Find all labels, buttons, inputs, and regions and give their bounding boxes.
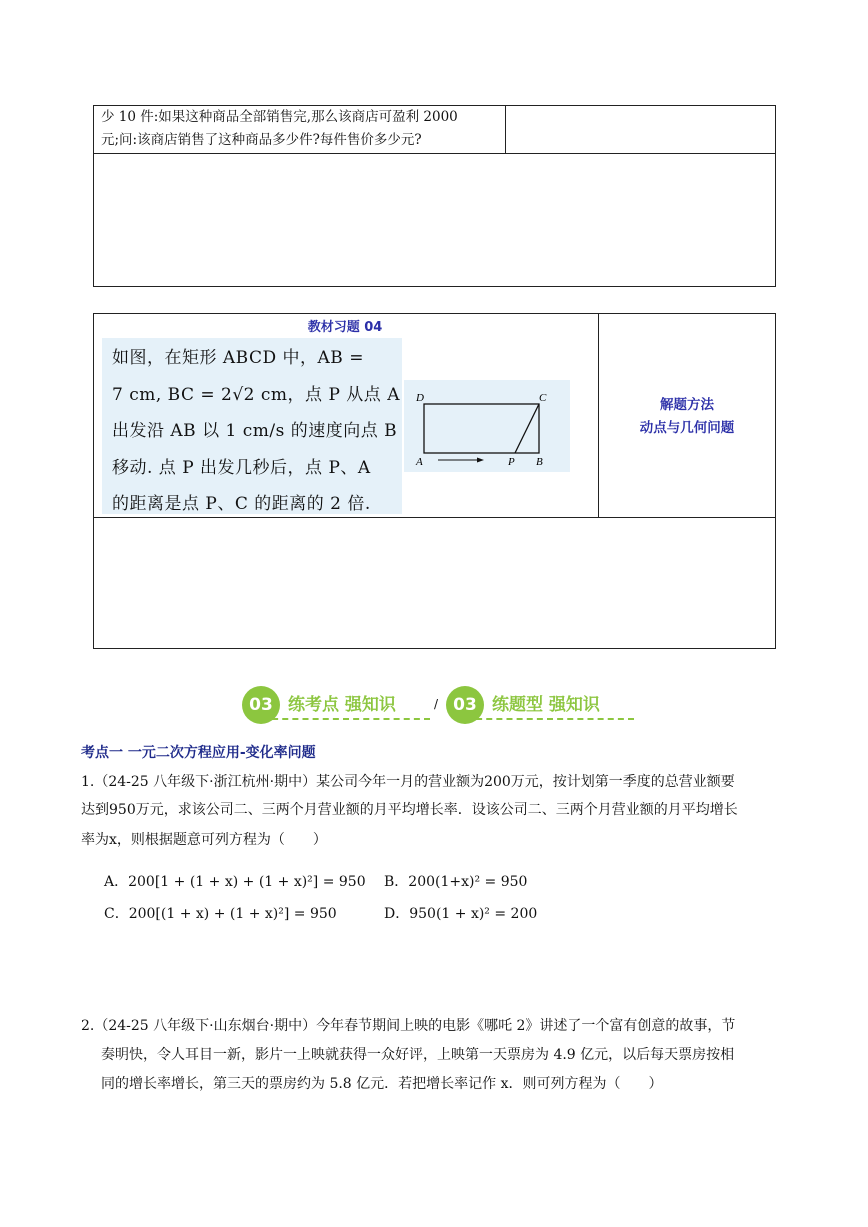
label-p: P: [508, 456, 515, 468]
problem-text-line-3: 出发沿 AB 以 1 cm/s 的速度向点 B: [112, 421, 398, 441]
banner-separator: /: [434, 697, 439, 711]
textbook-exercise-heading: 教材习题 04: [307, 320, 383, 335]
banner-underline-right: [466, 718, 634, 720]
q1-text-line-1: 1.（24-25 八年级下·浙江杭州·期中）某公司今年一月的营业额为200万元，按计划第一季度的总营业额要: [81, 774, 735, 790]
banner-title-right: 练题型 强知识: [492, 695, 600, 715]
label-b: B: [536, 456, 543, 468]
q2-text-line-2: 奏明快，令人耳目一新，影片一上映就获得一众好评，上映第一天票房为 4.9 亿元，以后每天票房按相: [101, 1047, 735, 1063]
method-text: 动点与几何问题: [639, 420, 735, 436]
label-c: C: [539, 392, 547, 404]
table1-text-line-1: 少 10 件:如果这种商品全部销售完,那么该商店可盈利 2000: [101, 109, 458, 125]
problem-text-line-4: 移动. 点 P 出发几秒后，点 P、A: [112, 458, 371, 478]
problem-text-line-5: 的距离是点 P、C 的距离的 2 倍.: [112, 494, 371, 514]
q2-text-line-1: 2.（24-25 八年级下·山东烟台·期中）今年春节期间上映的电影《哪吒 2》讲述了一个富有创意的故事，节: [81, 1018, 736, 1034]
table1-text-line-2: 元;问:该商店销售了这种商品多少件?每件售价多少元?: [101, 132, 422, 148]
problem-text-line-2: 7 cm, BC = 2√2 cm，点 P 从点 A: [112, 385, 400, 405]
q1-option-b: B．200(1+x)² = 950: [384, 874, 528, 890]
table1-column-divider: [505, 105, 506, 153]
q1-text-line-2: 达到950万元，求该公司二、三两个月营业额的月平均增长率．设该公司二、三两个月营业额的月平均增长: [81, 802, 738, 818]
q1-option-a: A．200[1 + (1 + x) + (1 + x)²] = 950: [104, 874, 366, 890]
q1-option-c: C．200[(1 + x) + (1 + x)²] = 950: [104, 906, 337, 922]
banner-title-left: 练考点 强知识: [288, 695, 396, 715]
label-d: D: [416, 392, 424, 404]
method-title: 解题方法: [660, 397, 714, 413]
q2-text-line-3: 同的增长率增长，第三天的票房约为 5.8 亿元．若把增长率记作 x．则可列方程为（ ）: [101, 1076, 663, 1092]
q1-option-d: D．950(1 + x)² = 200: [384, 906, 538, 922]
banner-underline-left: [262, 718, 430, 720]
rectangle-abcd-figure: [404, 380, 570, 472]
badge-03-left: 03: [242, 686, 280, 724]
q1-text-line-3: 率为x，则根据题意可列方程为（ ）: [81, 832, 327, 848]
table2-column-divider: [598, 313, 599, 517]
table1-row-divider: [93, 153, 776, 154]
section-title: 考点一 一元二次方程应用-变化率问题: [81, 745, 316, 761]
problem-text-line-1: 如图，在矩形 ABCD 中，AB =: [112, 348, 364, 368]
label-a: A: [416, 456, 423, 468]
badge-03-right: 03: [446, 686, 484, 724]
